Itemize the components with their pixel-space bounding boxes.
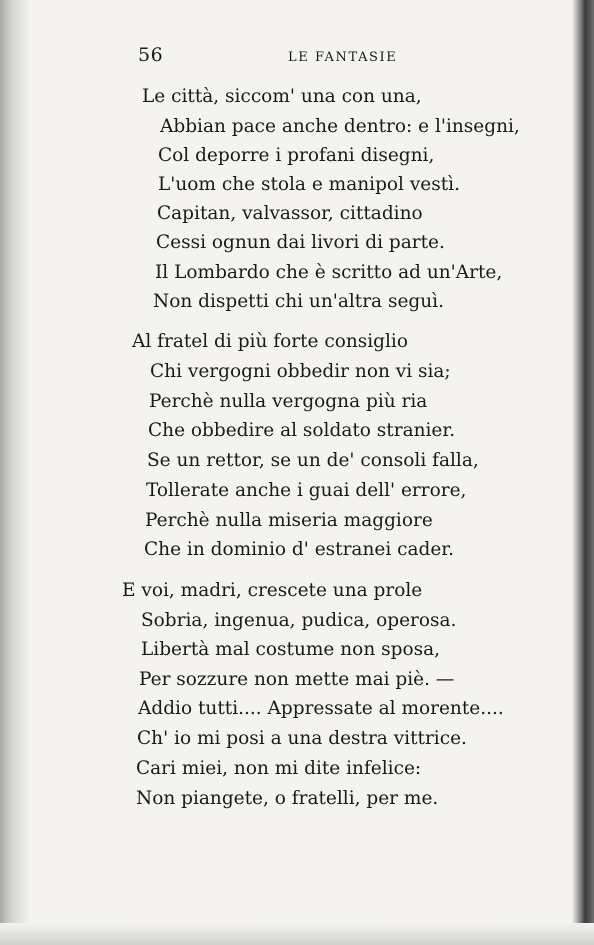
poem-line: Al fratel di più forte consiglio [132,331,408,352]
page-gutter-shadow [0,0,30,945]
poem-line: L'uom che stola e manipol vestì. [158,174,460,195]
poem-line: Tollerate anche i guai dell' errore, [146,480,467,501]
poem-line: Chi vergogni obbedir non vi sia; [150,361,451,382]
page-edge-shadow [572,0,594,945]
poem-line: Il Lombardo che è scritto ad un'Arte, [155,262,503,283]
poem-line: Non dispetti chi un'altra seguì. [153,291,444,312]
poem-line: Ch' io mi posi a una destra vittrice. [137,728,467,749]
poem-line: Le città, siccom' una con una, [142,86,422,107]
page-bottom-edge [0,923,594,945]
poem-line: Non piangete, o fratelli, per me. [136,788,439,809]
poem-line: Abbian pace anche dentro: e l'insegni, [160,116,520,137]
poem-line: Addio tutti.... Appressate al morente.... [138,698,504,719]
poem-line: Se un rettor, se un de' consoli falla, [147,450,479,471]
poem-line: Sobria, ingenua, pudica, operosa. [141,610,457,631]
poem-line: Cari miei, non mi dite infelice: [136,758,422,779]
poem-line: Che in dominio d' estranei cader. [144,539,454,560]
poem-line: Libertà mal costume non sposa, [141,639,440,660]
poem-line: Per sozzure non mette mai piè. — [139,669,455,690]
poem-line: Col deporre i profani disegni, [158,145,435,166]
page-number: 56 [138,44,164,66]
page-header [138,44,438,74]
poem-line: E voi, madri, crescete una prole [122,580,423,601]
poem-line: Perchè nulla vergogna più ria [149,391,428,412]
poem-line: Capitan, valvassor, cittadino [157,203,423,224]
running-title: LE FANTASIE [288,50,398,65]
poem-line: Cessi ognun dai livori di parte. [156,232,445,253]
poem-line: Perchè nulla miseria maggiore [145,510,433,531]
poem-line: Che obbedire al soldato stranier. [148,420,456,441]
